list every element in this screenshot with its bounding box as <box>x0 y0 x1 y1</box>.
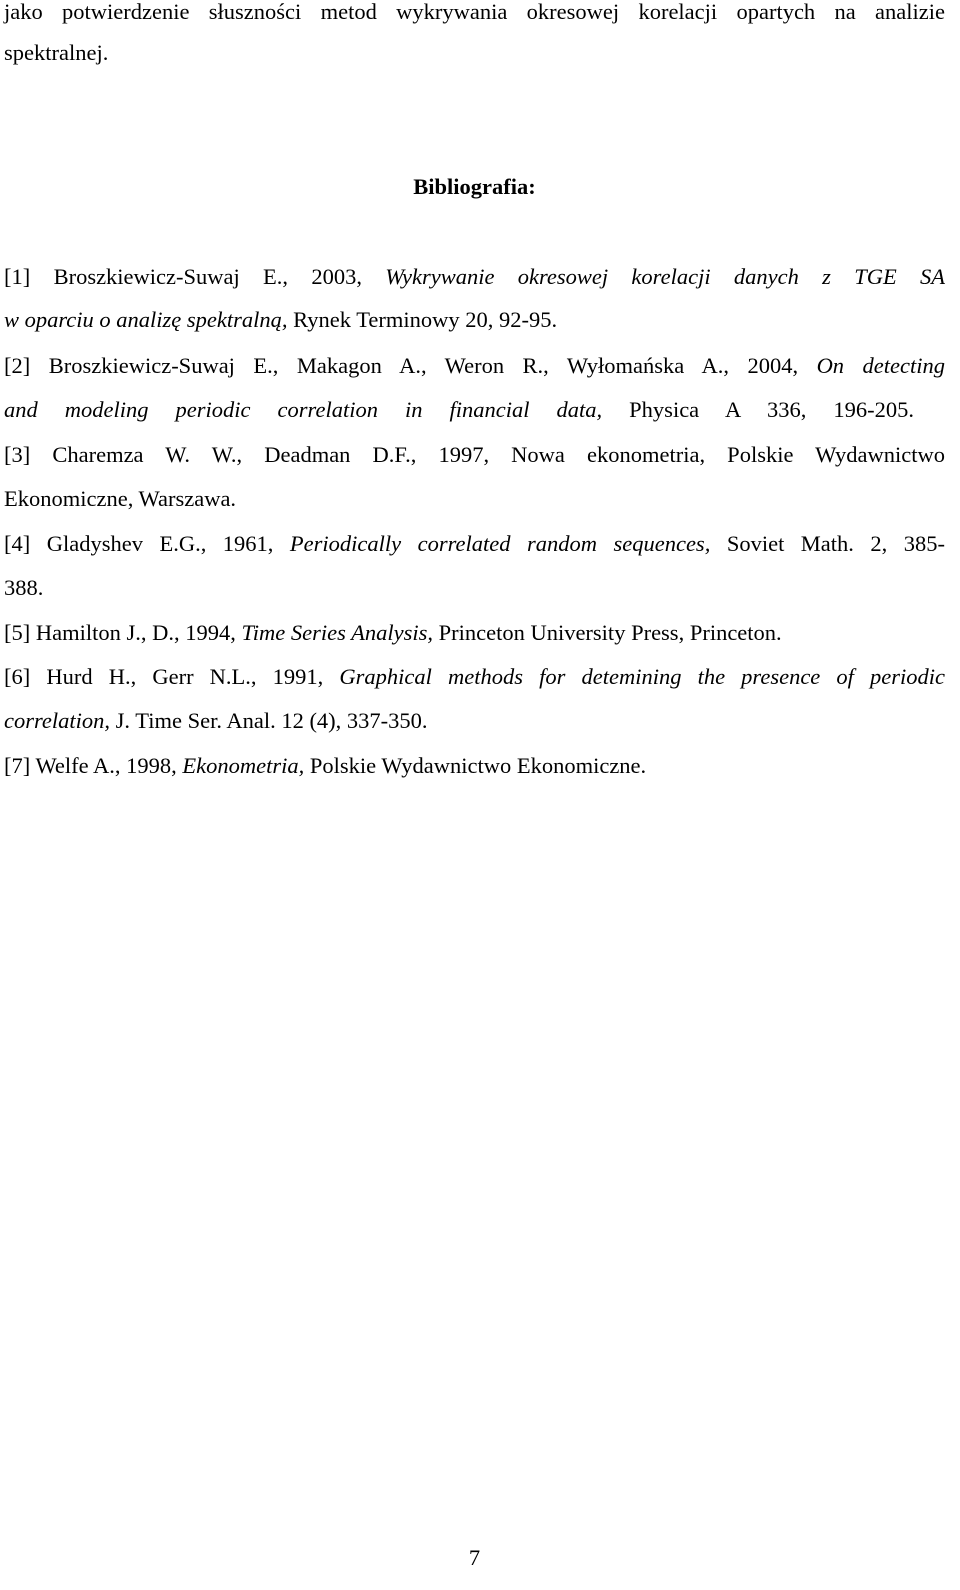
bib-entry-5-authors: Hamilton J., D., 1994, <box>35 620 236 645</box>
bib-entry-7-line-1 <box>4 751 945 781</box>
bib-entry-3-line-1 <box>4 440 945 470</box>
bib-entry-2-source: Physica A 336, 196-205. <box>629 397 914 422</box>
bib-entry-6-title-cont: correlation, <box>4 708 111 733</box>
bib-entry-4-source-cont: 388. <box>4 575 44 600</box>
bib-entry-1-source: Rynek Terminowy 20, 92-95. <box>293 307 558 332</box>
bib-entry-3-num: [3] <box>4 442 31 467</box>
intro-line-1: jako potwierdzenie słuszności metod wykrywania okresowej korelacji opartych na analizie <box>4 0 945 24</box>
bib-entry-5-source: Princeton University Press, Princeton. <box>438 620 782 645</box>
bib-entry-1-title-cont: w oparciu o analizę spektralną, <box>4 307 288 332</box>
bib-entry-2-title-cont: and modeling periodic correlation in financial data, <box>4 397 603 422</box>
bib-entry-1-num: [1] <box>4 264 31 289</box>
bib-entry-3-line-2 <box>4 484 945 514</box>
bib-entry-6-authors: Hurd H., Gerr N.L., 1991, <box>46 664 324 689</box>
bib-entry-6-title: Graphical methods for detemining the presence of periodic <box>339 664 946 689</box>
bib-entry-5-num: [5] <box>4 620 31 645</box>
bib-entry-5-line-1 <box>4 618 945 648</box>
bib-entry-1-title: Wykrywanie okresowej korelacji danych z TGE SA <box>385 264 946 289</box>
intro-line-2: spektralnej. <box>4 40 109 65</box>
bib-entry-4-authors: Gladyshev E.G., 1961, <box>46 531 274 556</box>
bib-entry-2-authors: Broszkiewicz-Suwaj E., Makagon A., Weron R., Wyłomańska A., 2004, <box>48 353 799 378</box>
bib-entry-6-line-2 <box>4 706 945 736</box>
bib-entry-1-authors: Broszkiewicz-Suwaj E., 2003, <box>53 264 362 289</box>
bib-entry-2-line-1 <box>4 351 945 381</box>
bib-entry-3-source: Ekonomiczne, Warszawa. <box>4 486 237 511</box>
bib-entry-7-title: Ekonometria, <box>182 753 305 778</box>
bib-entry-6-line-1 <box>4 662 945 692</box>
bib-entry-6-source: J. Time Ser. Anal. 12 (4), 337-350. <box>115 708 428 733</box>
bib-entry-6-num: [6] <box>4 664 31 689</box>
bib-entry-2-title: On detecting <box>816 353 946 378</box>
page-number: 7 <box>468 1545 481 1570</box>
bib-entry-4-line-2 <box>4 573 945 603</box>
bib-entry-3-authors: Charemza W. W., Deadman D.F., 1997, Nowa ekonometria, Polskie Wydawnictwo <box>52 442 945 467</box>
bib-entry-4-line-1 <box>4 529 945 559</box>
bib-entry-1-line-1 <box>4 262 945 292</box>
bib-entry-7-num: [7] <box>4 753 31 778</box>
bib-entry-7-source: Polskie Wydawnictwo Ekonomiczne. <box>309 753 647 778</box>
bib-entry-2-line-2 <box>4 395 914 425</box>
bib-entry-1-line-2 <box>4 305 945 335</box>
bibliography-heading: Bibliografia: <box>413 174 536 199</box>
bib-entry-7-authors: Welfe A., 1998, <box>35 753 177 778</box>
bib-entry-2-num: [2] <box>4 353 31 378</box>
bib-entry-4-source: Soviet Math. 2, 385- <box>726 531 946 556</box>
bib-entry-4-title: Periodically correlated random sequences, <box>289 531 711 556</box>
bib-entry-4-num: [4] <box>4 531 31 556</box>
bib-entry-5-title: Time Series Analysis, <box>241 620 433 645</box>
